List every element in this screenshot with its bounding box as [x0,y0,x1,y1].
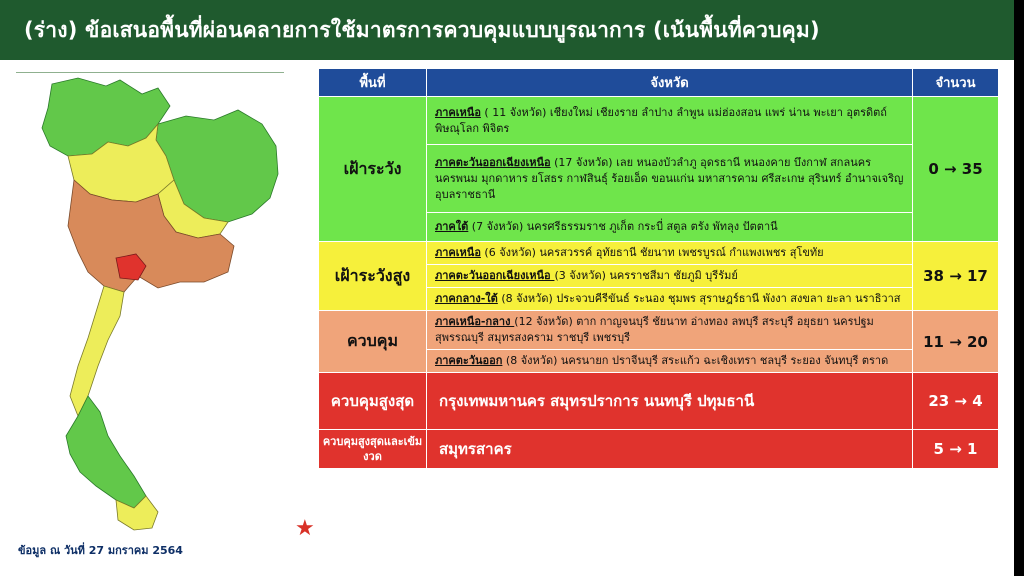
zone-name: ควบคุมสูงสุดและเข้มงวด [319,430,427,469]
thailand-zone-map [8,76,290,536]
table-row [319,311,999,350]
province-cell: สมุทรสาคร [427,430,913,469]
province-cell: ภาคใต้ (7 จังหวัด) นครศรีธรรมราช ภูเก็ต กระบี่ สตูล ตรัง พัทลุง ปัตตานี [427,213,913,242]
province-cell: ภาคเหนือ-กลาง (12 จังหวัด) ตาก กาญจนบุรี ชัยนาท อ่างทอง ลพบุรี สระบุรี อยุธยา นครปฐม สุพรรณบุรี สมุทรสงคราม ราชบุรี เพชรบุรี [427,311,913,350]
zone-table [318,68,999,469]
table-row [319,430,999,469]
province-cell: ภาคตะวันออกเฉียงเหนือ (3 จังหวัด) นครราชสีมา ชัยภูมิ บุรีรัมย์ [427,265,913,288]
data-date-caption: ข้อมูล ณ วันที่ 27 มกราคม 2564 [18,544,183,557]
zone-name: ควบคุมสูงสุด [319,373,427,430]
map-upper-south-region [70,286,124,416]
header-count: จำนวน [913,69,999,97]
zone-count: 38 → 17 [913,242,999,311]
zone-count: 23 → 4 [913,373,999,430]
province-cell: ภาคกลาง-ใต้ (8 จังหวัด) ประจวบคีรีขันธ์ ระนอง ชุมพร สุราษฎร์ธานี พังงา สงขลา ยะลา นราธิวาส [427,288,913,311]
zone-count: 5 → 1 [913,430,999,469]
star-icon: ★ [295,516,315,541]
zone-count: 11 → 20 [913,311,999,373]
header-province: จังหวัด [427,69,913,97]
zone-count: 0 → 35 [913,97,999,242]
zone-name: ควบคุม [319,311,427,373]
table-row [319,373,999,430]
province-cell: ภาคตะวันออก (8 จังหวัด) นครนายก ปราจีนบุรี สระแก้ว ฉะเชิงเทรา ชลบุรี ระยอง จันทบุรี ตราด [427,350,913,373]
table-header-row [319,69,999,97]
table-row [319,242,999,265]
header-area: พื้นที่ [319,69,427,97]
map-divider [16,72,284,73]
zone-name: เฝ้าระวังสูง [319,242,427,311]
zone-name: เฝ้าระวัง [319,97,427,242]
table-row [319,97,999,145]
province-cell: ภาคเหนือ (6 จังหวัด) นครสวรรค์ อุทัยธานี ชัยนาท เพชรบูรณ์ กำแพงเพชร สุโขทัย [427,242,913,265]
province-cell: ภาคตะวันออกเฉียงเหนือ (17 จังหวัด) เลย หนองบัวลำภู อุดรธานี หนองคาย บึงกาฬ สกลนคร นครพนม มุกดาหาร ยโสธร กาฬสินธุ์ ร้อยเอ็ด ขอนแก่น มหาสารคาม ศรีสะเกษ สุรินทร์ อำนาจเจริญ อุบลราชธานี [427,145,913,213]
province-cell: กรุงเทพมหานคร สมุทรปราการ นนทบุรี ปทุมธานี [427,373,913,430]
page-title: (ร่าง) ข้อเสนอพื้นที่ผ่อนคลายการใช้มาตรการควบคุมแบบบูรณาการ (เน้นพื้นที่ควบคุม) [0,0,1014,60]
province-cell: ภาคเหนือ ( 11 จังหวัด) เชียงใหม่ เชียงราย ลำปาง ลำพูน แม่ฮ่องสอน แพร่ น่าน พะเยา อุตรดิตถ์ พิษณุโลก พิจิตร [427,97,913,145]
